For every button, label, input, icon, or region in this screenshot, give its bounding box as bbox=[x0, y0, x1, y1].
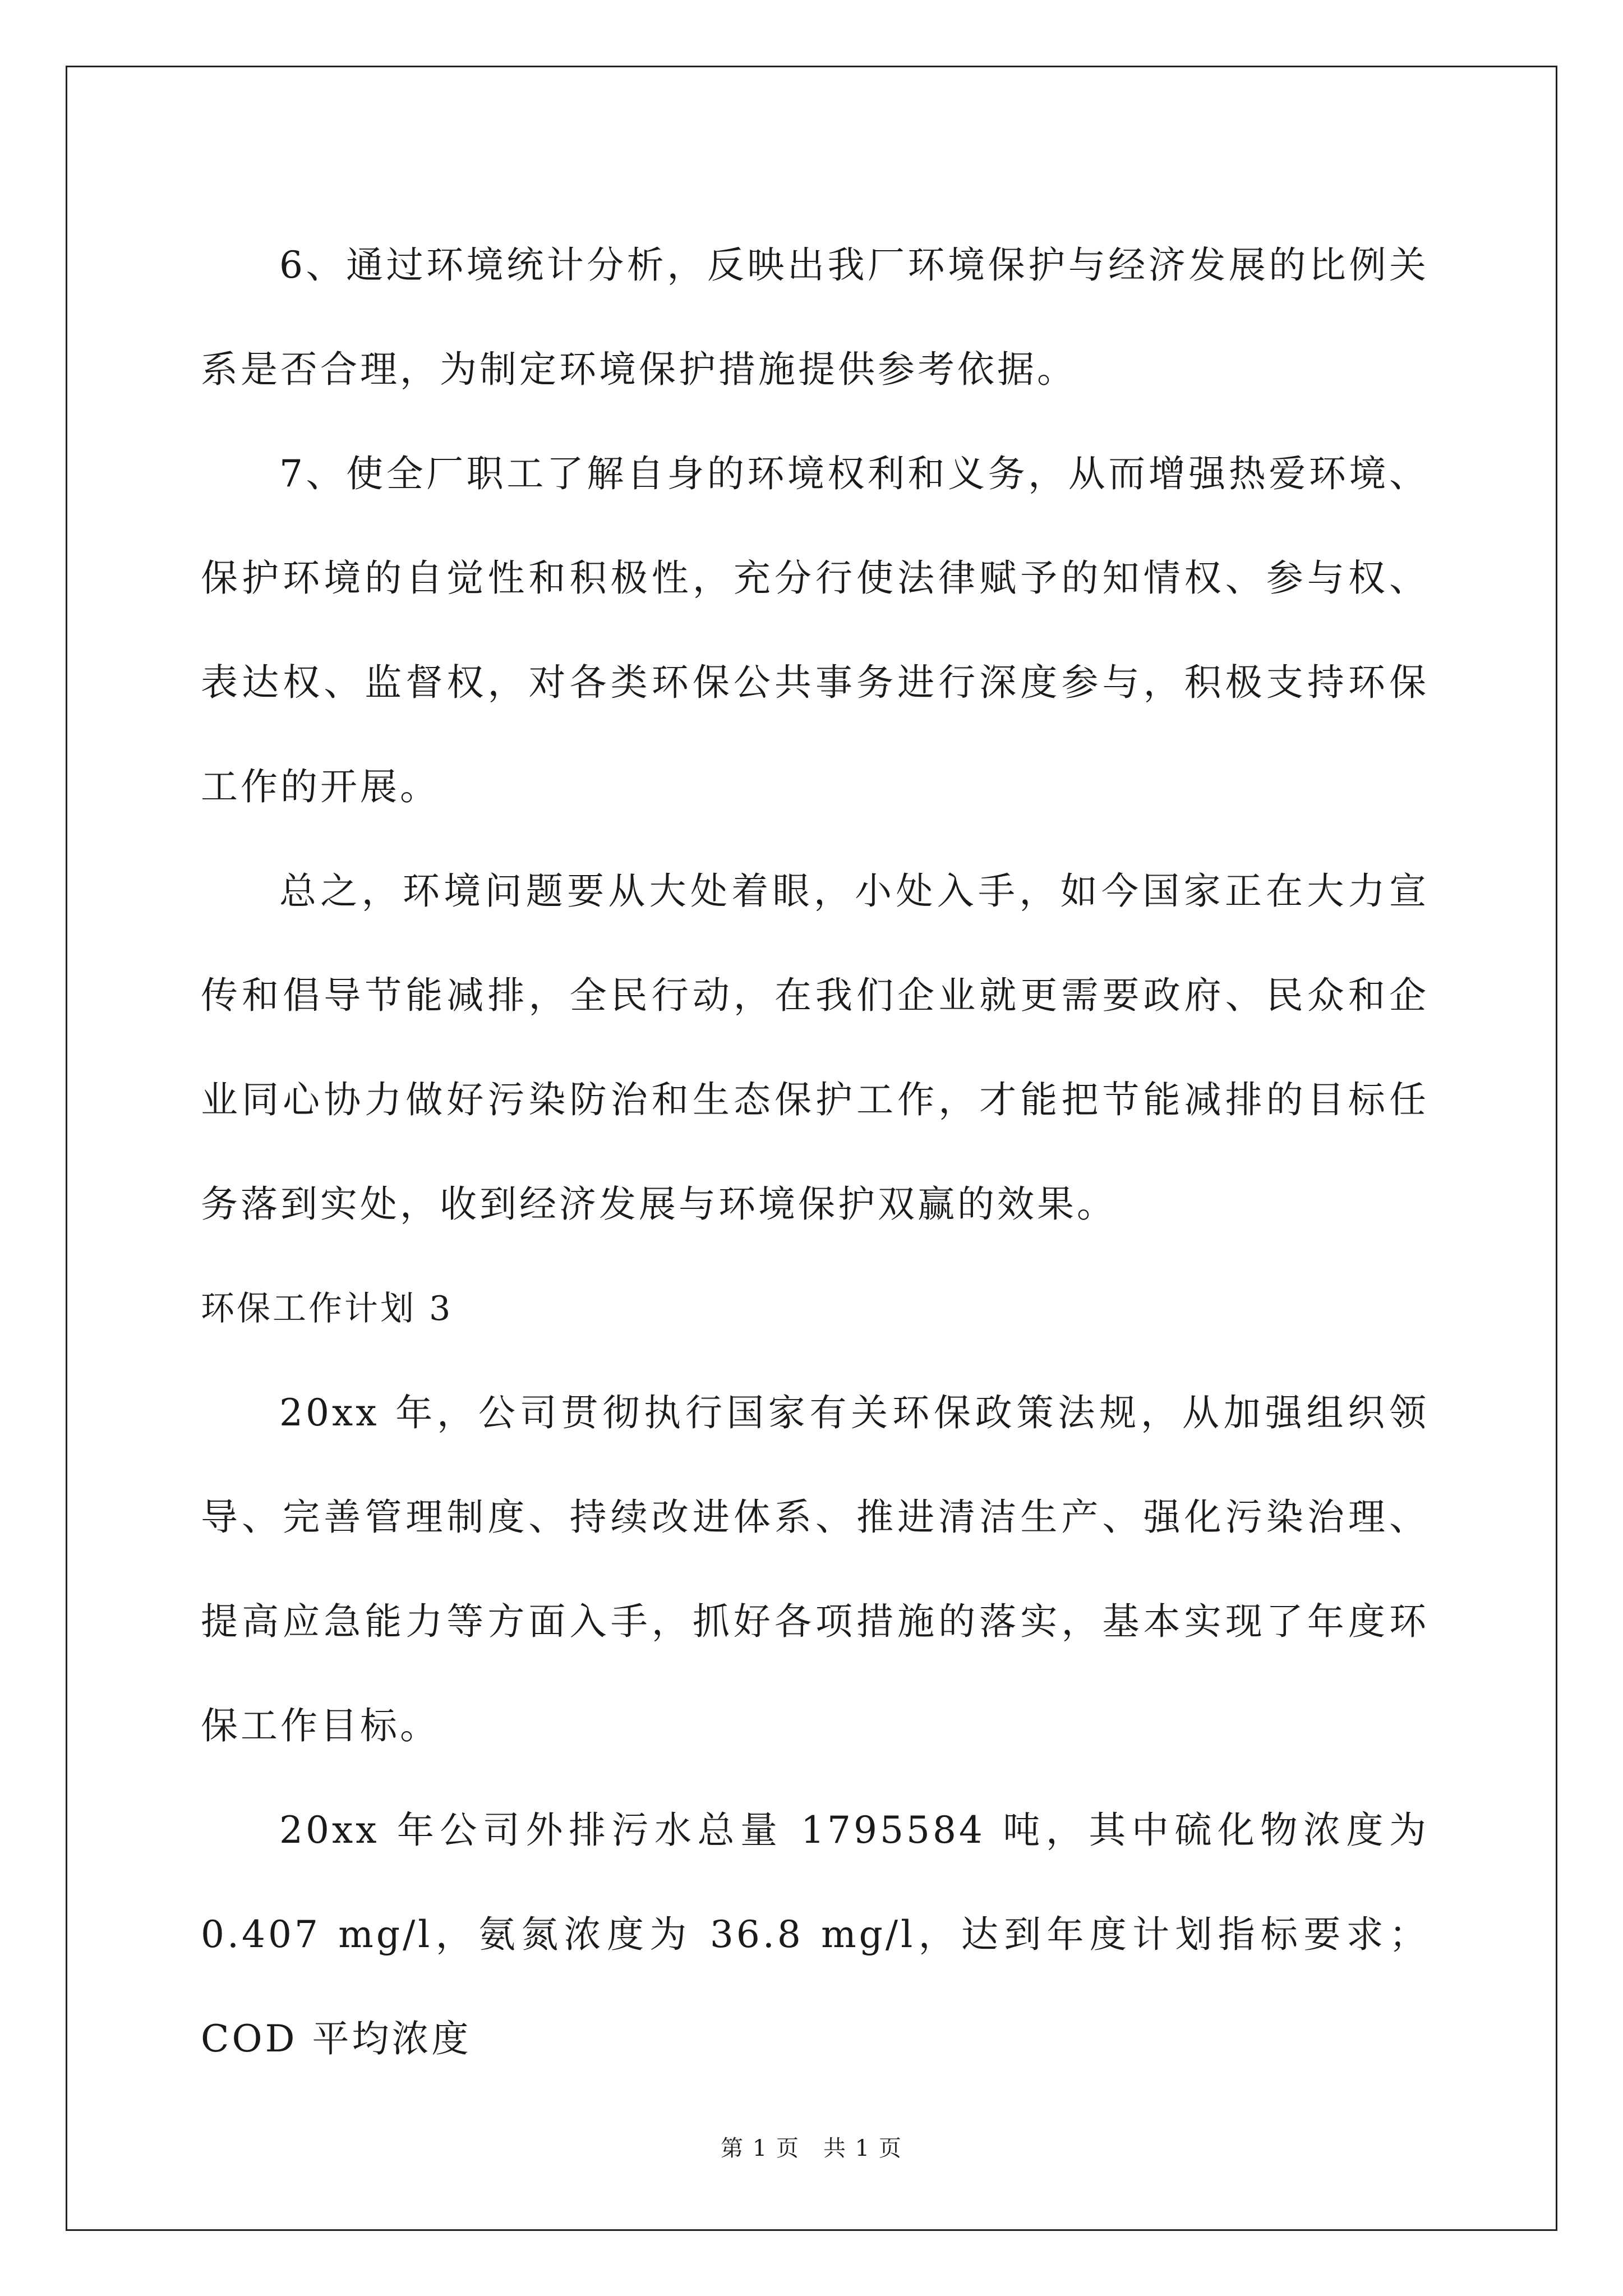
paragraph-summary: 总之，环境问题要从大处着眼，小处入手，如今国家正在大力宣传和倡导节能减排，全民行动，在我们企业就更需要政府、民众和企业同心协力做好污染防治和生态保护工作，才能把节能减排的目标任务落到实处，收到经济发展与环境保护双赢的效果。 bbox=[201, 869, 1429, 1226]
section-heading: 环保工作计划 3 bbox=[201, 1289, 453, 1328]
section-paragraph-2: 20xx 年公司外排污水总量 1795584 吨，其中硫化物浓度为 0.407 mg/l，氨氮浓度为 36.8 mg/l，达到年度计划指标要求；COD 平均浓度 bbox=[201, 1809, 1429, 2060]
paragraph-7: 7、使全厂职工了解自身的环境权利和义务，从而增强热爱环境、保护环境的自觉性和积极性，充分行使法律赋予的知情权、参与权、表达权、监督权，对各类环保公共事务进行深度参与，积极支持环保工作的开展。 bbox=[201, 452, 1429, 808]
paragraph-6: 6、通过环境统计分析，反映出我厂环境保护与经济发展的比例关系是否合理，为制定环境保护措施提供参考依据。 bbox=[201, 243, 1429, 391]
document-body bbox=[201, 213, 1429, 2091]
section-paragraph-1: 20xx 年，公司贯彻执行国家有关环保政策法规，从加强组织领导、完善管理制度、持续改进体系、推进清洁生产、强化污染治理、提高应急能力等方面入手，抓好各项措施的落实，基本实现了年度环保工作目标。 bbox=[201, 1391, 1429, 1747]
page-number: 第 1 页 共 1 页 bbox=[721, 2136, 902, 2161]
